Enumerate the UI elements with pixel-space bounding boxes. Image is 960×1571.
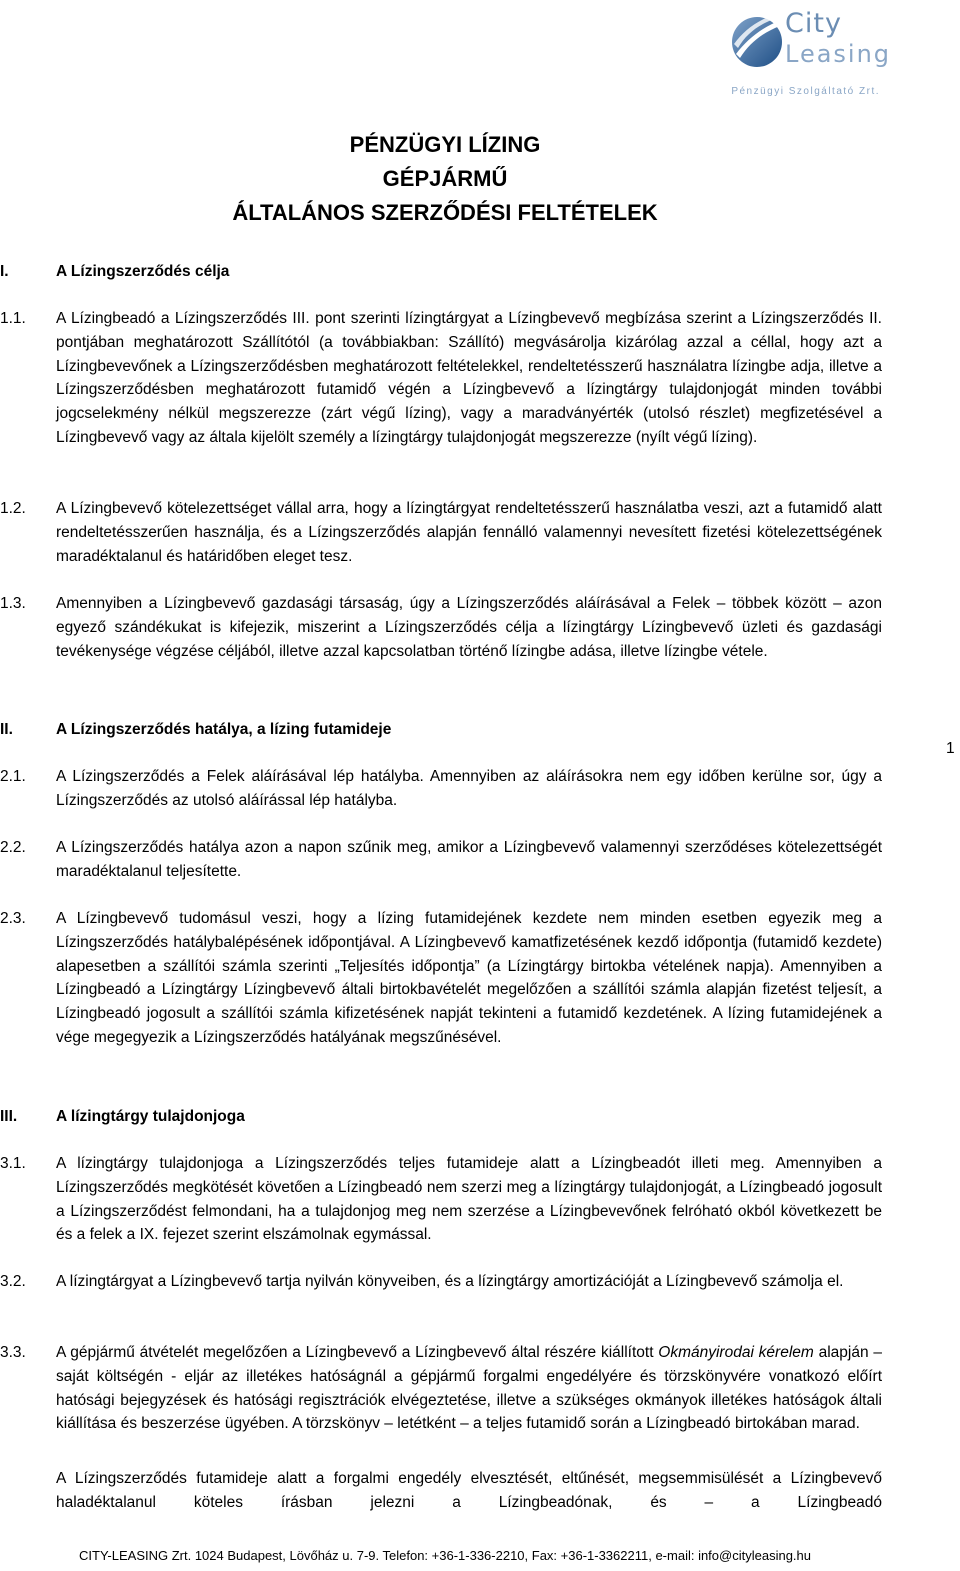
clause-number: 1.3. xyxy=(0,595,26,612)
clause-text-italic: Okmányirodai kérelem xyxy=(658,1344,814,1361)
clause-number: 1.2. xyxy=(0,500,26,517)
clause-number: 3.3. xyxy=(0,1344,26,1361)
document-title-line-1: PÉNZÜGYI LÍZING xyxy=(349,132,541,157)
logo-tagline: Pénzügyi Szolgáltató Zrt. xyxy=(731,86,880,97)
clause-text: Amennyiben a Lízingbevevő gazdasági társaság, úgy a Lízingszerződés aláírásával a Felek – többek között – azon egyező szándékukat is kifejezik, miszerint a Lízingszerződés célja a lízingtárgy Lízingbevevő üzleti és gazdasági tevékenysége végzése céljából, illetve azzal kapcsolatban történő lízingbe adása, illetve lízingbe vétele. xyxy=(56,595,882,660)
logo-text-leasing: Leasing xyxy=(785,40,892,68)
section-title: A Lízingszerződés hatálya, a lízing futamideje xyxy=(56,721,392,738)
clause-number: 2.3. xyxy=(0,910,26,927)
section-number: II. xyxy=(0,721,13,738)
company-logo xyxy=(730,6,890,98)
clause-text: A Lízingszerződés hatálya azon a napon szűnik meg, amikor a Lízingbevevő valamennyi szerződéses kötelezettségét maradéktalanul teljesítette. xyxy=(56,839,882,880)
clause-text-part-b: alapján – saját költségén - eljár az illetékes hatóságnál a gépjármű forgalmi engedélyére és törzskönyvére vonatkozó előírt hatósági bejegyzések és hatósági regisztrációk elvégeztetése, illetve a szükséges okmányok illetékes hatóságok általi kiállítása és beszerzése ügyében. A törzskönyv – letétként – a teljes futamidő során a Lízingbeadó birtokában marad. xyxy=(56,1344,882,1433)
clause-number: 1.1. xyxy=(0,310,26,327)
page-number: 1 xyxy=(946,740,955,757)
clause-text xyxy=(56,1341,882,1436)
section-title: A lízingtárgy tulajdonjoga xyxy=(56,1108,245,1125)
clause-text-part-a: A gépjármű átvételét megelőzően a Lízingbevevő a Lízingbevevő által részére kiállított xyxy=(56,1344,654,1361)
clause-text: A Lízingszerződés a Felek aláírásával lép hatályba. Amennyiben az aláírásokra nem egy időben kerülne sor, úgy a Lízingszerződés az utolsó aláírással lép hatályba. xyxy=(56,768,882,809)
clause-text: A Lízingbeadó a Lízingszerződés III. pont szerinti lízingtárgyat a Lízingbevevő megbízása szerint a Lízingszerződés II. pontjában meghatározott Szállítótól (a továbbiakban: Szállító) megvásárolja kizárólag azzal a céllal, hogy azt a Lízingbevevőnek a Lízingszerződésben meghatározott feltételekkel, rendeltetésszerű használatra lízingbe adja, illetve a Lízingszerződésben meghatározott futamidő végén a Lízingbevevő a lízingtárgy tulajdonjogát minden további jogcselekmény nélkül megszerezze (zárt végű lízing), vagy a maradványérték (utolsó részlet) megfizetésével a Lízingbevevő vagy az általa kijelölt személy a lízingtárgy tulajdonjogát megszerezze (nyílt végű lízing). xyxy=(56,310,882,446)
document-title-line-3: ÁLTALÁNOS SZERZŐDÉSI FELTÉTELEK xyxy=(232,200,658,225)
clause-number: 2.1. xyxy=(0,768,26,785)
section-number: III. xyxy=(0,1108,18,1125)
page-footer: CITY-LEASING Zrt. 1024 Budapest, Lövőház u. 7-9. Telefon: +36-1-336-2210, Fax: +36-1-3362211, e-mail: info@cityleasing.hu xyxy=(79,1548,811,1563)
document-title-line-2: GÉPJÁRMŰ xyxy=(382,166,508,191)
clause-text: A Lízingbevevő tudomásul veszi, hogy a lízing futamidejének kezdete nem minden esetben egyezik meg a Lízingszerződés hatálybalépésének időpontjával. A Lízingbevevő kamatfizetésének kezdő időpontja (futamidő kezdete) alapesetben a szállítói számla szerinti „Teljesítés időpontja” (a Lízingtárgy birtokba vételének napja). Amennyiben a Lízingbeadó a Lízingtárgy Lízingbevevő általi birtokbavételét megelőzően a szállítói számla alapján fizetést teljesít, a Lízingbeadó jogosult a szállítói számla kifizetésének napját tekinteni a futamidő kezdetének. A lízing futamidejének a vége megegyezik a Lízingszerződés hatályának megszűnésével. xyxy=(56,910,882,1046)
clause-text: A lízingtárgyat a Lízingbevevő tartja nyilván könyveiben, és a lízingtárgy amortizációját a Lízingbevevő számolja el. xyxy=(56,1273,844,1290)
section-number: I. xyxy=(0,263,9,280)
logo-text-city: City xyxy=(785,8,842,39)
clause-number: 3.1. xyxy=(0,1155,26,1172)
clause-text: A Lízingszerződés futamideje alatt a forgalmi engedély elvesztését, eltűnését, megsemmisülését a Lízingbevevő haladéktalanul köteles írásban jelezni a Lízingbeadónak, és – a Lízingbeadó xyxy=(56,1470,882,1511)
clause-text: A lízingtárgy tulajdonjoga a Lízingszerződés teljes futamideje alatt a Lízingbeadót illeti meg. Amennyiben a Lízingszerződés megkötését követően a Lízingbeadó nem szerzi meg a lízingtárgy tulajdonjogát, a Lízingbeadó jogosult a Lízingszerződést felmondani, ha a tulajdonjog meg nem szerzése a Lízingbevevőnek felróható okból következett be és a felek a IX. fejezet szerint elszámolnak egymással. xyxy=(56,1155,882,1244)
section-title: A Lízingszerződés célja xyxy=(56,263,230,280)
globe-swoosh-icon xyxy=(730,8,784,78)
clause-number: 2.2. xyxy=(0,839,26,856)
clause-number: 3.2. xyxy=(0,1273,26,1290)
clause-text: A Lízingbevevő kötelezettséget vállal arra, hogy a lízingtárgyat rendeltetésszerű használatba veszi, azt a futamidő alatt rendeltetésszerűen használja, és a Lízingszerződés alapján fennálló valamennyi nevesített fizetési kötelezettségének maradéktalanul és határidőben eleget tesz. xyxy=(56,500,882,565)
